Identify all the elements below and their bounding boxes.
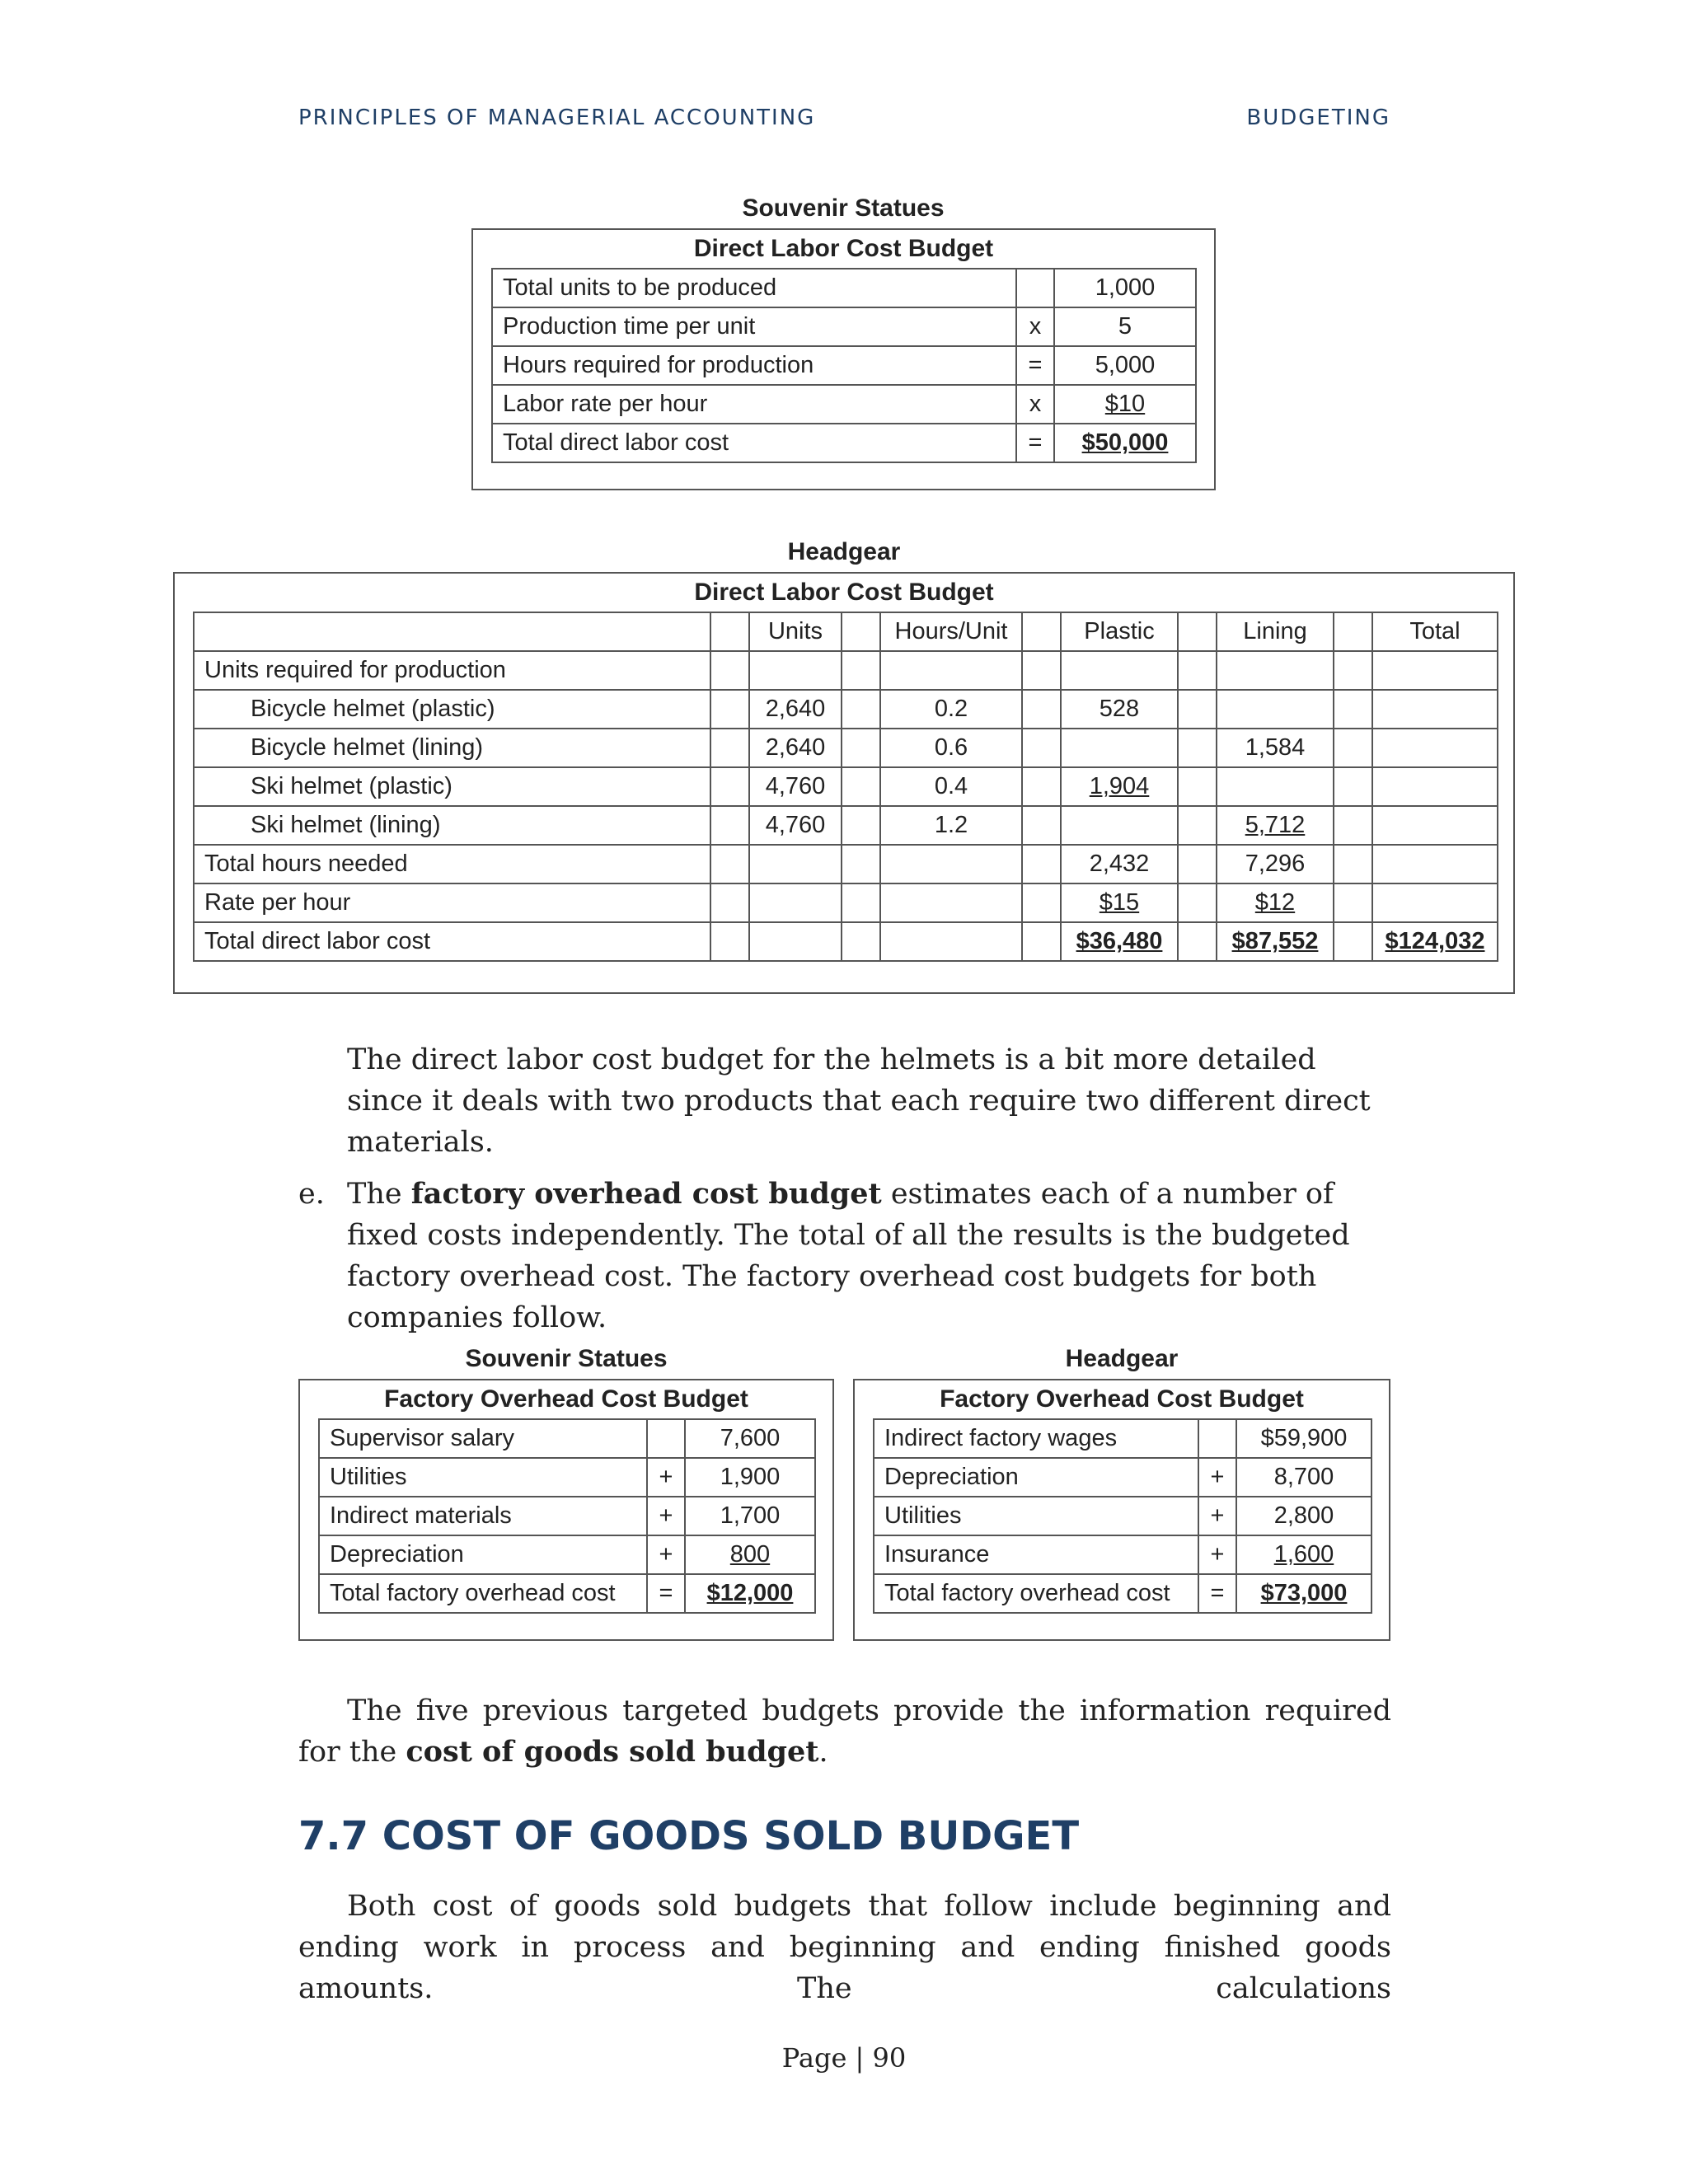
table-row: [194, 922, 1498, 961]
cell-hours-per-unit: [880, 922, 1022, 961]
row-operator: x: [1016, 385, 1054, 424]
row-operator: x: [1016, 307, 1054, 346]
headgear-labor-company: Headgear: [787, 538, 901, 565]
row-value: 8,700: [1236, 1458, 1372, 1497]
list-item-e-text: The: [347, 1178, 411, 1211]
row-label: Insurance: [874, 1535, 1198, 1574]
row-operator: [647, 1419, 685, 1458]
table-row: [492, 385, 1196, 424]
cell-lining: 7,296: [1217, 845, 1334, 883]
table-row: [194, 845, 1498, 883]
row-label: Indirect materials: [319, 1497, 647, 1535]
headgear-labor-title: Direct Labor Cost Budget: [694, 579, 994, 606]
row-value: $59,900: [1236, 1419, 1372, 1458]
cell-hours-per-unit: 0.2: [880, 690, 1022, 729]
column-header-units: Units: [749, 612, 842, 651]
row-label: Units required for production: [194, 651, 710, 690]
row-label: Hours required for production: [492, 346, 1016, 385]
row-value: $10: [1104, 391, 1146, 417]
row-label: Total direct labor cost: [194, 922, 710, 961]
column-header-hours-per-unit: Hours/Unit: [880, 612, 1022, 651]
cell-units: 2,640: [749, 729, 842, 767]
cell-lining: $12: [1254, 889, 1296, 916]
list-item-e: [347, 1174, 1394, 1338]
running-header-chapter: BUDGETING: [1246, 105, 1390, 130]
cell-lining-total: $87,552: [1231, 928, 1319, 954]
cell-total: [1372, 845, 1498, 883]
table-row: [319, 1419, 815, 1458]
row-label: Total units to be produced: [492, 269, 1016, 307]
souvenir-labor-title: Direct Labor Cost Budget: [693, 235, 994, 262]
row-operator: =: [1016, 424, 1054, 462]
souvenir-labor-budget: [471, 228, 1216, 490]
row-operator: +: [1198, 1535, 1236, 1574]
row-operator: +: [647, 1535, 685, 1574]
paragraph-cogs-description: Both cost of goods sold budgets that follow include beginning and ending work in process and beginning and ending finished goods amounts. The calculations: [298, 1890, 1391, 2005]
cell-hours-per-unit: 0.4: [880, 767, 1022, 806]
cell-total: [1372, 690, 1498, 729]
row-label: Total direct labor cost: [492, 424, 1016, 462]
row-label: Ski helmet (plastic): [194, 767, 710, 806]
table-row: [319, 1535, 815, 1574]
headgear-overhead-budget: [853, 1379, 1390, 1641]
row-operator: [1016, 269, 1054, 307]
table-row: [492, 269, 1196, 307]
cell-units: 2,640: [749, 690, 842, 729]
cell-plastic-total: $36,480: [1076, 928, 1163, 954]
table-row: [194, 690, 1498, 729]
cell-grand-total: $124,032: [1385, 928, 1485, 954]
headgear-labor-budget: [173, 572, 1515, 994]
cell-lining: [1217, 767, 1334, 806]
row-value: 1,900: [685, 1458, 815, 1497]
row-value: 1,700: [685, 1497, 815, 1535]
row-label: Ski helmet (lining): [194, 806, 710, 845]
term-cost-of-goods-sold-budget: cost of goods sold budget: [406, 1735, 819, 1769]
cell-plastic: 1,904: [1089, 773, 1150, 799]
cell-plastic: [1061, 729, 1178, 767]
cell-units: [749, 883, 842, 922]
cell-plastic: 2,432: [1061, 845, 1178, 883]
term-factory-overhead-cost-budget: factory overhead cost budget: [410, 1177, 882, 1211]
row-operator: [1198, 1419, 1236, 1458]
row-value-total: $12,000: [706, 1580, 794, 1606]
row-operator: =: [1198, 1574, 1236, 1613]
row-operator: +: [647, 1497, 685, 1535]
cell-lining: [1217, 690, 1334, 729]
column-header-total: Total: [1372, 612, 1498, 651]
cell-plastic: [1061, 806, 1178, 845]
cell-hours-per-unit: [880, 845, 1022, 883]
table-row: [319, 1497, 815, 1535]
table-row: [194, 651, 1498, 690]
row-operator: =: [647, 1574, 685, 1613]
souvenir-overhead-budget: [298, 1379, 834, 1641]
row-label: Indirect factory wages: [874, 1419, 1198, 1458]
running-header-book-title: PRINCIPLES OF MANAGERIAL ACCOUNTING: [298, 105, 816, 130]
table-row: [194, 883, 1498, 922]
paragraph-helmet-labor-note: The direct labor cost budget for the helmets is a bit more detailed since it deals with two products that each require two different direct materials.: [347, 1043, 1371, 1159]
table-row: [874, 1419, 1372, 1458]
headgear-overhead-company: Headgear: [1065, 1345, 1179, 1372]
row-label: Depreciation: [319, 1535, 647, 1574]
souvenir-overhead-title: Factory Overhead Cost Budget: [384, 1385, 748, 1413]
row-label: Total factory overhead cost: [874, 1574, 1198, 1613]
cell-units: [749, 922, 842, 961]
row-value: 5: [1054, 307, 1196, 346]
cell-lining: 5,712: [1245, 812, 1306, 838]
table-row: [194, 729, 1498, 767]
paragraph-cogs-intro: [298, 1690, 1391, 1773]
column-header-plastic: Plastic: [1061, 612, 1178, 651]
cell-total: [1372, 767, 1498, 806]
row-label: Production time per unit: [492, 307, 1016, 346]
row-operator: +: [1198, 1497, 1236, 1535]
row-value: 800: [729, 1541, 771, 1568]
column-header-lining: Lining: [1217, 612, 1334, 651]
headgear-labor-table: [193, 612, 1498, 962]
row-operator: +: [647, 1458, 685, 1497]
cell-units: 4,760: [749, 806, 842, 845]
souvenir-labor-table: [491, 268, 1197, 463]
souvenir-overhead-table: [318, 1418, 816, 1614]
row-label: Utilities: [874, 1497, 1198, 1535]
table-row: [194, 767, 1498, 806]
table-row: [874, 1497, 1372, 1535]
cell-units: [749, 845, 842, 883]
cell-hours-per-unit: 1.2: [880, 806, 1022, 845]
cell-units: 4,760: [749, 767, 842, 806]
row-label: Total hours needed: [194, 845, 710, 883]
cell-total: [1372, 806, 1498, 845]
table-row: [319, 1458, 815, 1497]
headgear-overhead-title: Factory Overhead Cost Budget: [940, 1385, 1304, 1413]
paragraph-text: The five previous targeted budgets provide the information required for the: [298, 1694, 1391, 1769]
row-value: 1,000: [1054, 269, 1196, 307]
table-row: [874, 1574, 1372, 1613]
list-marker-e: e.: [298, 1178, 325, 1211]
row-label: Utilities: [319, 1458, 647, 1497]
table-header-row: [194, 612, 1498, 651]
row-value: 2,800: [1236, 1497, 1372, 1535]
cell-plastic: $15: [1099, 889, 1140, 916]
row-operator: =: [1016, 346, 1054, 385]
table-row: [492, 424, 1196, 462]
row-label: Labor rate per hour: [492, 385, 1016, 424]
headgear-overhead-table: [873, 1418, 1372, 1614]
row-operator: +: [1198, 1458, 1236, 1497]
page-number: Page | 90: [781, 2042, 907, 2074]
table-row: [194, 806, 1498, 845]
row-label: Total factory overhead cost: [319, 1574, 647, 1613]
row-value: 5,000: [1054, 346, 1196, 385]
row-value: 1,600: [1273, 1541, 1334, 1568]
row-label: Rate per hour: [194, 883, 710, 922]
cell-hours-per-unit: 0.6: [880, 729, 1022, 767]
row-value-total: $73,000: [1260, 1580, 1348, 1606]
table-row: [874, 1535, 1372, 1574]
row-label: Bicycle helmet (plastic): [194, 690, 710, 729]
row-label: Bicycle helmet (lining): [194, 729, 710, 767]
table-row: [319, 1574, 815, 1613]
cell-lining: 1,584: [1217, 729, 1334, 767]
paragraph-text: .: [818, 1736, 828, 1769]
souvenir-labor-company: Souvenir Statues: [742, 194, 945, 222]
section-heading: 7.7 COST OF GOODS SOLD BUDGET: [298, 1813, 1080, 1859]
cell-total: [1372, 883, 1498, 922]
souvenir-overhead-company: Souvenir Statues: [465, 1345, 668, 1372]
table-row: [492, 346, 1196, 385]
row-label: Depreciation: [874, 1458, 1198, 1497]
table-row: [874, 1458, 1372, 1497]
list-item-e-text: estimates each of a number of fixed costs independently. The total of all the results is the budgeted factory overhead cost. The factory overhead cost budgets for both companies follow.: [347, 1178, 1350, 1334]
row-label: Supervisor salary: [319, 1419, 647, 1458]
cell-total: [1372, 729, 1498, 767]
cell-hours-per-unit: [880, 883, 1022, 922]
row-value-total: $50,000: [1081, 429, 1169, 456]
table-row: [492, 307, 1196, 346]
cell-plastic: 528: [1061, 690, 1178, 729]
row-value: 7,600: [685, 1419, 815, 1458]
